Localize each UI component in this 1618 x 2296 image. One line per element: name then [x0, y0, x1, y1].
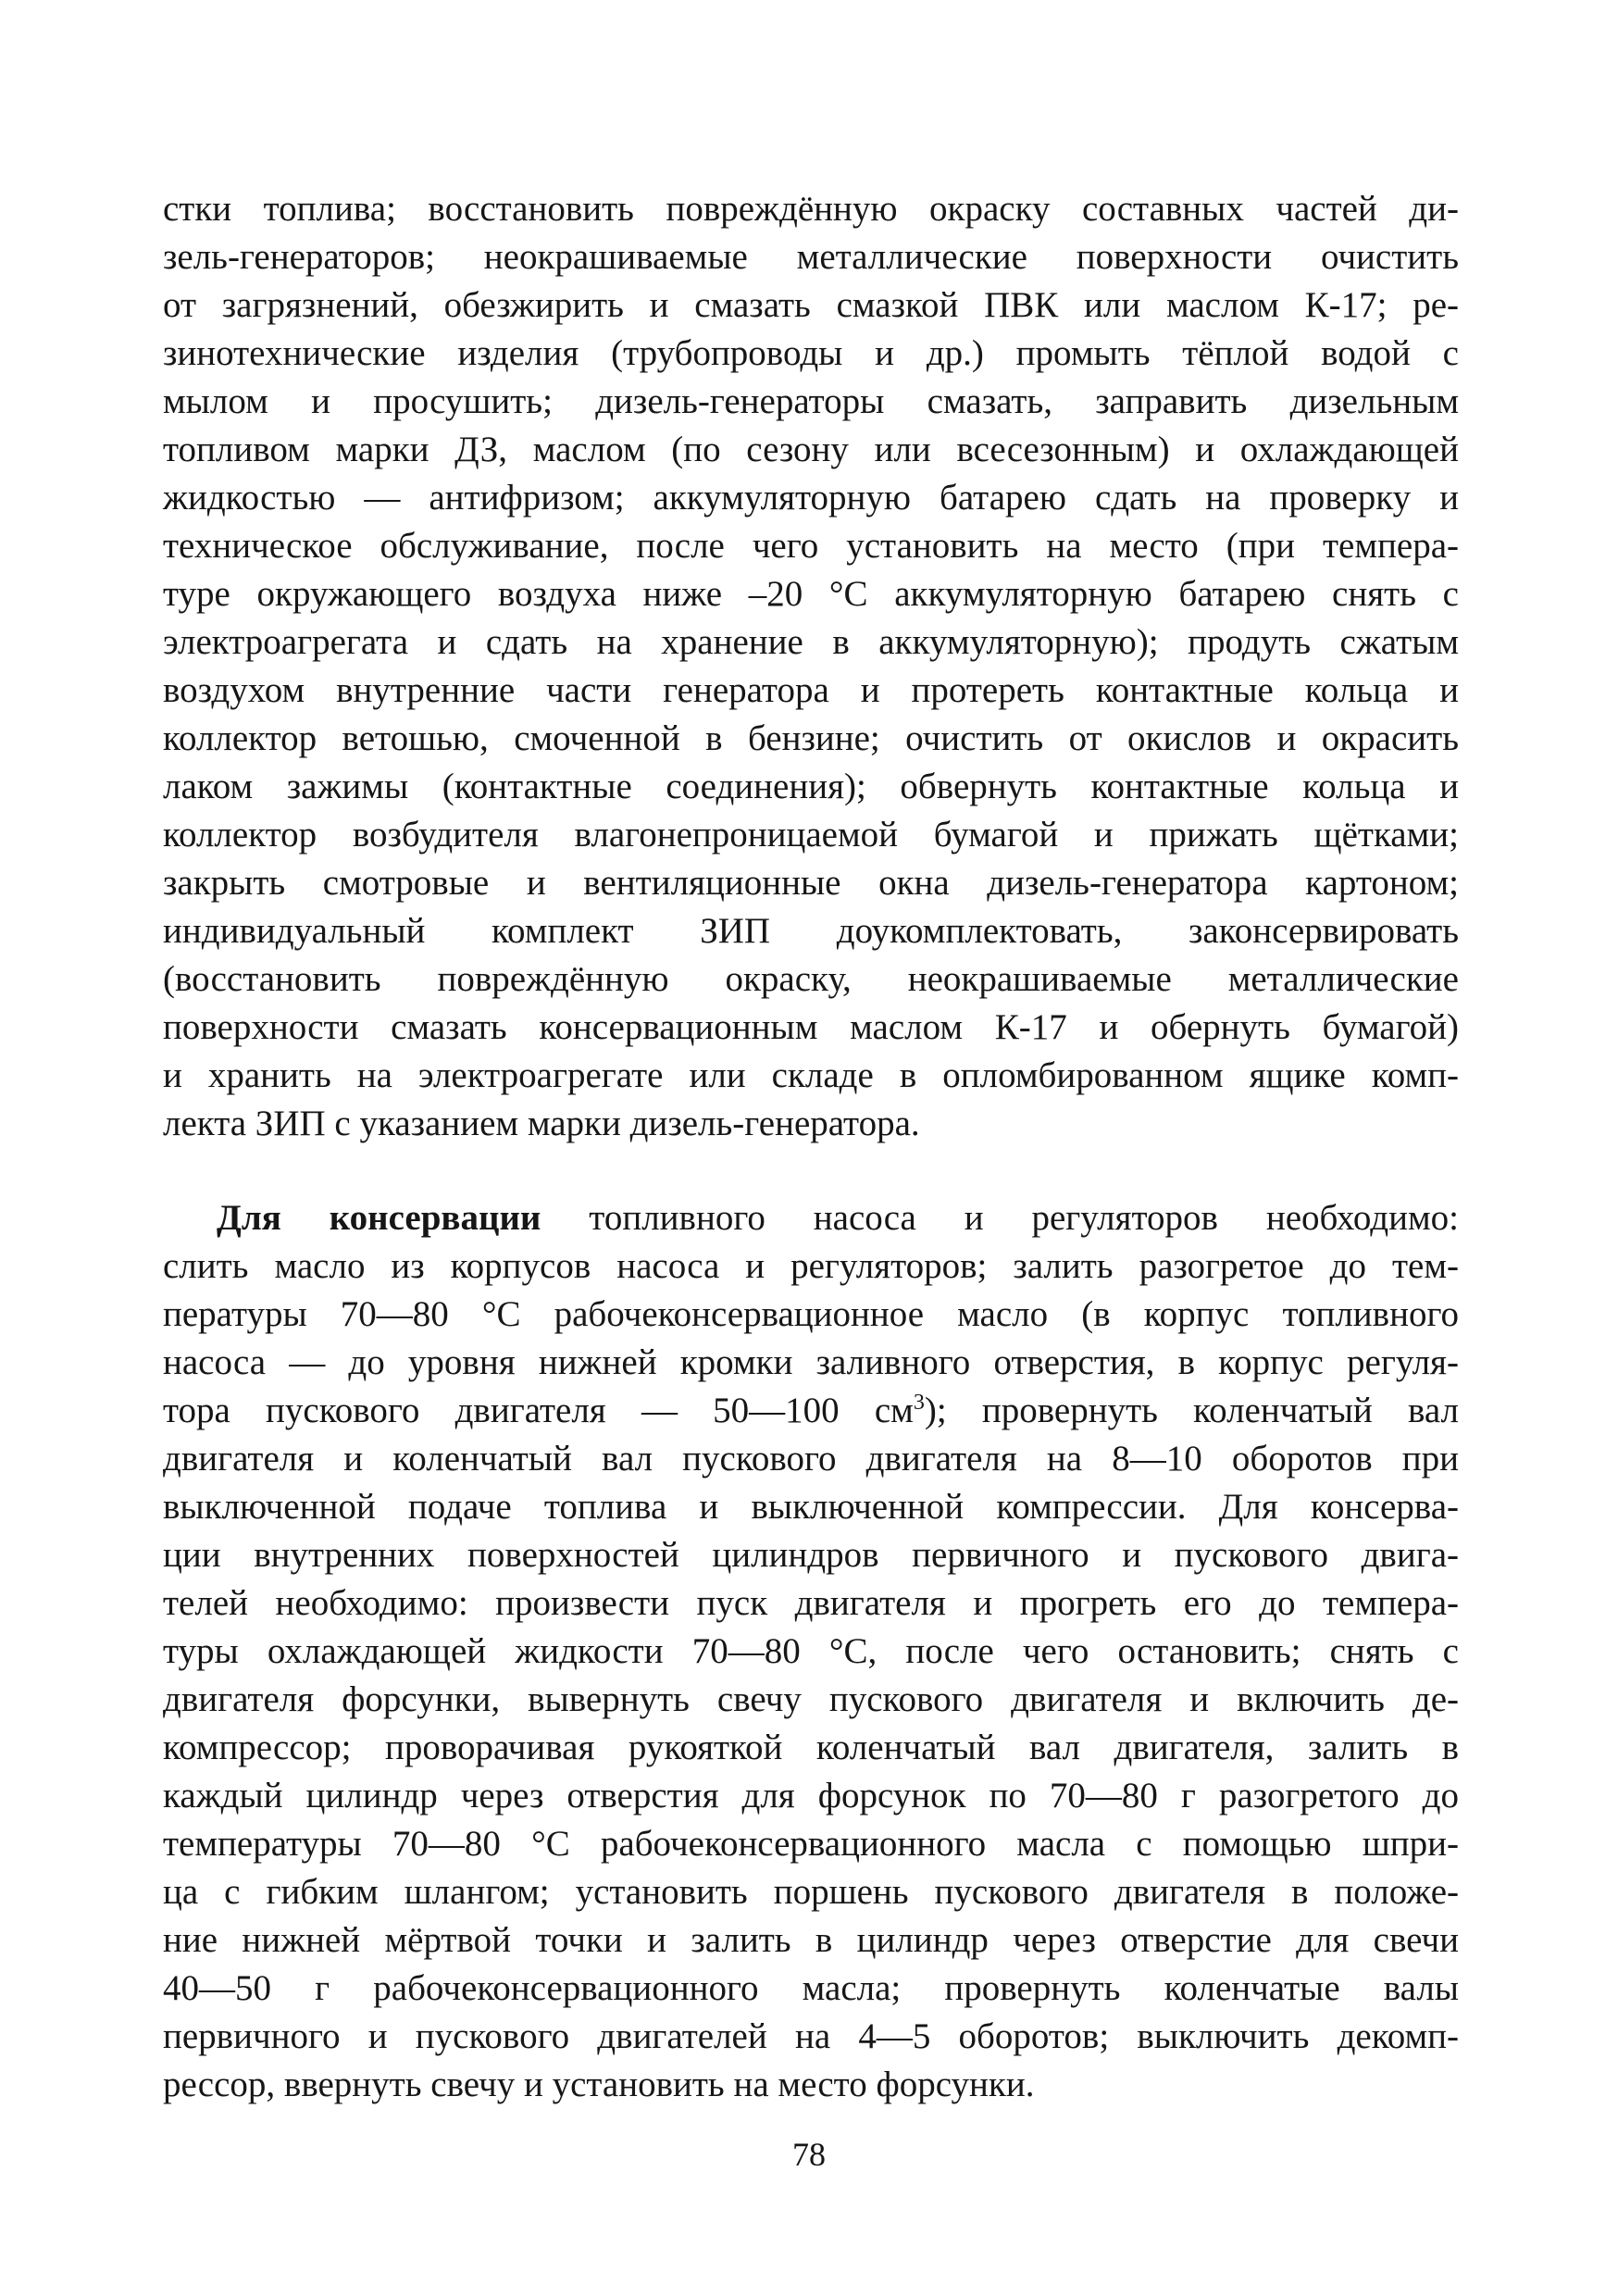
paragraph-conservation — [163, 1194, 1459, 2109]
text-line: компрессор; проворачивая рукояткой коленчатый вал двигателя, залить в — [163, 1728, 1459, 1767]
text-fragment: ); провернуть коленчатый вал — [924, 1391, 1459, 1430]
superscript: 3 — [913, 1391, 925, 1415]
text-line: ции внутренних поверхностей цилиндров первичного и пускового двига- — [163, 1535, 1459, 1575]
text-line: туре окружающего воздуха ниже –20 °С аккумуляторную батарею снять с — [163, 574, 1459, 614]
text-line: жидкостью — антифризом; аккумуляторную батарею сдать на проверку и — [163, 478, 1459, 518]
text-fragment: топливного насоса и регуляторов необходимо: — [541, 1198, 1459, 1238]
text-line: (восстановить повреждённую окраску, неокрашиваемые металлические — [163, 959, 1459, 999]
paragraph-maintenance — [163, 185, 1459, 1148]
text-line: ца с гибким шлангом; установить поршень пускового двигателя в положе- — [163, 1872, 1459, 1912]
text-line: первичного и пускового двигателей на 4—5 оборотов; выключить декомп- — [163, 2016, 1459, 2056]
page-number: 78 — [792, 2136, 826, 2173]
text-line: двигателя форсунки, вывернуть свечу пускового двигателя и включить де- — [163, 1679, 1459, 1719]
text-line: лаком зажимы (контактные соединения); обвернуть контактные кольца и — [163, 767, 1459, 806]
text-line: от загрязнений, обезжирить и смазать смазкой ПВК или маслом К-17; ре- — [163, 285, 1459, 325]
text-line: пературы 70—80 °С рабочеконсервационное масло (в корпус топливного — [163, 1294, 1459, 1334]
text-line: коллектор ветошью, смоченной в бензине; очистить от окислов и окрасить — [163, 718, 1459, 758]
text-line-first — [163, 1194, 1459, 1242]
text-line: туры охлаждающей жидкости 70—80 °С, после чего остановить; снять с — [163, 1631, 1459, 1671]
text-line: 40—50 г рабочеконсервационного масла; провернуть коленчатые валы — [163, 1968, 1459, 2008]
text-line: зинотехнические изделия (трубопроводы и др.) промыть тёплой водой с — [163, 333, 1459, 373]
text-line: зель-генераторов; неокрашиваемые металлические поверхности очистить — [163, 237, 1459, 277]
bold-lead-phrase: Для консервации — [217, 1198, 541, 1238]
text-line: воздухом внутренние части генератора и протереть контактные кольца и — [163, 670, 1459, 710]
text-line: и хранить на электроагрегате или складе в опломбированном ящике комп- — [163, 1055, 1459, 1095]
text-line: рессор, ввернуть свечу и установить на место форсунки. — [163, 2065, 1035, 2104]
text-line: техническое обслуживание, после чего установить на место (при темпера- — [163, 526, 1459, 566]
text-line: температуры 70—80 °С рабочеконсервационного масла с помощью шпри- — [163, 1824, 1459, 1864]
text-line: насоса — до уровня нижней кромки заливного отверстия, в корпус регуля- — [163, 1342, 1459, 1382]
text-line: лекта ЗИП с указанием марки дизель-генератора. — [163, 1104, 920, 1143]
text-fragment: тора пускового двигателя — 50—100 см — [163, 1391, 914, 1430]
text-line: стки топлива; восстановить повреждённую окраску составных частей ди- — [163, 189, 1459, 229]
text-line: слить масло из корпусов насоса и регуляторов; залить разогретое до тем- — [163, 1246, 1459, 1286]
text-line: индивидуальный комплект ЗИП доукомплектовать, законсервировать — [163, 911, 1459, 951]
text-line: выключенной подаче топлива и выключенной компрессии. Для консерва- — [163, 1487, 1459, 1527]
text-line: каждый цилиндр через отверстия для форсунок по 70—80 г разогретого до — [163, 1776, 1459, 1816]
text-line: электроагрегата и сдать на хранение в аккумуляторную); продуть сжатым — [163, 622, 1459, 662]
text-line: двигателя и коленчатый вал пускового двигателя на 8—10 оборотов при — [163, 1439, 1459, 1479]
text-line-with-superscript — [163, 1387, 1459, 1435]
text-line: коллектор возбудителя влагонепроницаемой бумагой и прижать щётками; — [163, 815, 1459, 855]
text-line: ние нижней мёртвой точки и залить в цилиндр через отверстие для свечи — [163, 1920, 1459, 1960]
text-line: мылом и просушить; дизель-генераторы смазать, заправить дизельным — [163, 381, 1459, 421]
text-line: телей необходимо: произвести пуск двигателя и прогреть его до темпера- — [163, 1583, 1459, 1623]
text-line: поверхности смазать консервационным маслом К-17 и обернуть бумагой) — [163, 1007, 1459, 1047]
text-line: закрыть смотровые и вентиляционные окна дизель-генератора картоном; — [163, 863, 1459, 903]
text-line: топливом марки ДЗ, маслом (по сезону или всесезонным) и охлаждающей — [163, 430, 1459, 469]
